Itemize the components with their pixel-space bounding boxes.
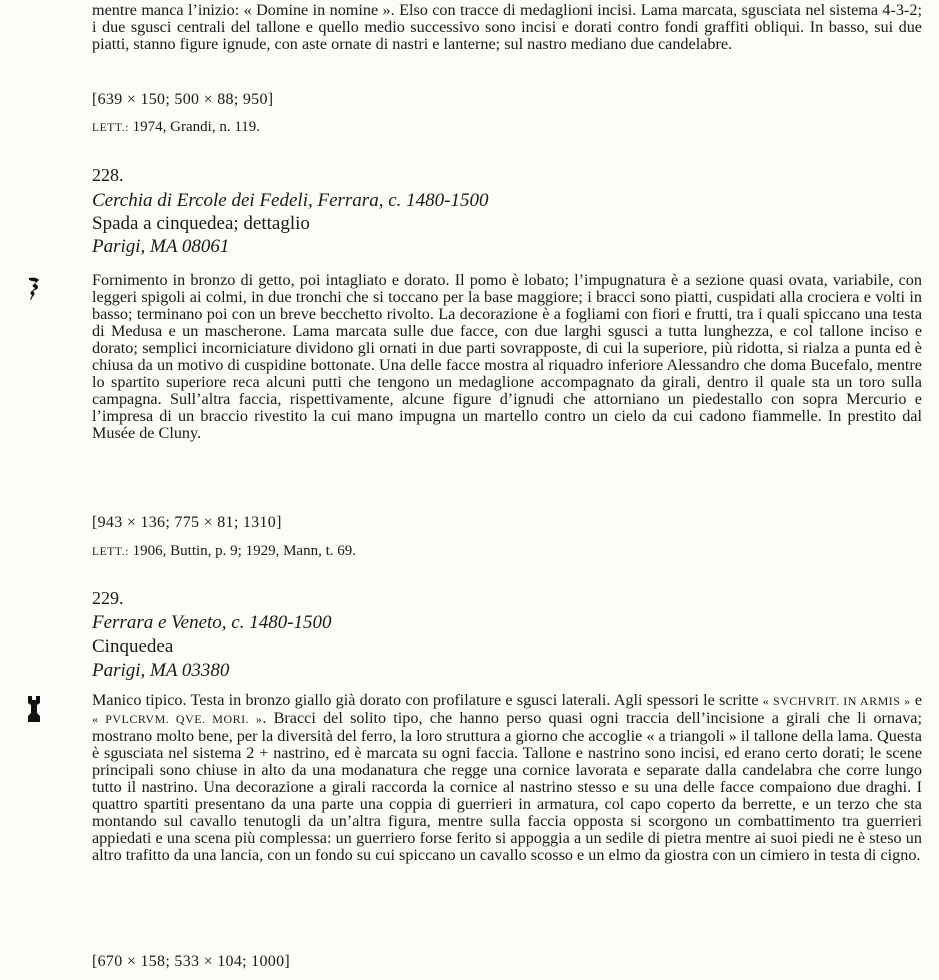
sword-hilt-icon bbox=[24, 276, 44, 307]
entry-228-title: Spada a cinquedea; dettaglio bbox=[92, 213, 310, 234]
description-text: . Bracci del solito tipo, che hanno perso quasi ogni traccia dell’incisione a girali che li ornava; mostrano molto bene, per la diversità del ferro, la loro struttura a giorno che accoglie « a triangoli » il tallone della lama. Questa è sgusciata nel sistema 2 + nastrino, ed è marcata su ogni faccia. Tallone e nastrino sono incisi, ed erano certo dorati; le scene principali sono chiuse in alto da una modanatura che regge una cornice lavorata e separate dalla candelabra che corre lungo tutto il nastrino. Una decorazione a girali raccorda la cornice al nastrino stesso e su una delle facce compaiono due draghi. I quattro spartiti presentano da una parte una coppia di guerrieri in armatura, col capo coperto da berrette, e un terzo che sta montando sul cavallo tenutogli da un’altra figura, mentre sulla faccia opposta si scorgono un combattimento tra guerrieri appiedati e una scena più complessa: un guerriero forse ferito si appoggia a un sedile di pietra mentre ai suoi piedi ne è steso un altro trafitto da una lancia, con un fondo su cui spiccano un cavallo scosso e un elmo da giostra con un cimiero in testa di cigno. bbox=[92, 709, 922, 864]
bibliography-label: LETT.: bbox=[92, 122, 129, 134]
entry-229-description bbox=[92, 692, 922, 864]
sword-hilt-icon bbox=[24, 694, 44, 729]
entry-229-attribution: Ferrara e Veneto, c. 1480-1500 bbox=[92, 612, 332, 633]
entry-229-title: Cinquedea bbox=[92, 636, 174, 657]
bibliography-text: 1906, Buttin, p. 9; 1929, Mann, t. 69. bbox=[128, 543, 357, 559]
entry-228-description: Fornimento in bronzo di getto, poi intagliato e dorato. Il pomo è lobato; l’impugnatura è a sezione quasi ovata, variabile, con leggeri spigoli ai colmi, in due tronchi che si toccano per la base maggiore; i bracci sono piatti, cuspidati alla crociera e volti in basso; terminano poi con un breve becchetto rivolto. La decorazione è a fogliami con fiori e frutti, tra i quali spiccano una testa di Medusa e un mascherone. Lama marcata sulle due facce, con due larghi sgusci a tutta lunghezza, e col tallone inciso e dorato; semplici incorniciature dividono gli ornati in due parti sovrapposte, di cui la superiore, più ridotta, si rialza a punta ed è chiusa da un motivo di cuspidine bottonate. Una delle facce mostra al riquadro inferiore Alessandro che doma Bucefalo, mentre lo spartito superiore reca alcuni putti che tengono un medaglione accompagnato da girali, dentro il quale sta un toro sulla campagna. Sull’altra faccia, rispettivamente, alcune figure d’ignudi che attorniano un piedestallo con sopra Mercurio e l’impresa di un braccio rivestito la cui mano impugna un martello contro un cielo da cui cadono fiammelle. In prestito dal Musée de Cluny. bbox=[92, 271, 922, 442]
inscription-text: « SVCHVRIT. IN ARMIS » bbox=[762, 694, 911, 708]
entry-229-number: 229. bbox=[92, 588, 124, 608]
bibliography-text: 1974, Grandi, n. 119. bbox=[128, 119, 261, 135]
description-text: Manico tipico. Testa in bronzo giallo già dorato con profilature e sgusci laterali. Agli spessori le scritte bbox=[92, 691, 763, 709]
entry-228-attribution: Cerchia di Ercole dei Fedeli, Ferrara, c. 1480-1500 bbox=[92, 190, 489, 211]
entry-228-number: 228. bbox=[92, 165, 124, 185]
top-entry-measurements: [639 × 150; 500 × 88; 950] bbox=[92, 91, 274, 108]
entry-228-bibliography bbox=[92, 543, 356, 560]
bibliography-label: LETT.: bbox=[92, 546, 129, 558]
description-text: e bbox=[910, 691, 923, 709]
entry-229-location: Parigi, MA 03380 bbox=[92, 660, 230, 681]
entry-229-measurements: [670 × 158; 533 × 104; 1000] bbox=[92, 953, 290, 970]
inscription-text: « PVLCRVM. QVE. MORI. » bbox=[92, 712, 263, 726]
top-entry-description: mentre manca l’inizio: « Domine in nomine ». Elso con tracce di medaglioni incisi. Lama marcata, sgusciata nel sistema 4-3-2; i due sgusci centrali del tallone e quello medio successivo sono incisi e dorati contro fondi graffiti obliqui. In basso, sui due piatti, stanno figure ignude, con aste ornate di nastri e lanterne; sul nastro mediano due candelabre. bbox=[92, 1, 922, 53]
entry-228-measurements: [943 × 136; 775 × 81; 1310] bbox=[92, 514, 282, 531]
top-entry-bibliography bbox=[92, 119, 260, 136]
entry-228-location: Parigi, MA 08061 bbox=[92, 236, 230, 257]
